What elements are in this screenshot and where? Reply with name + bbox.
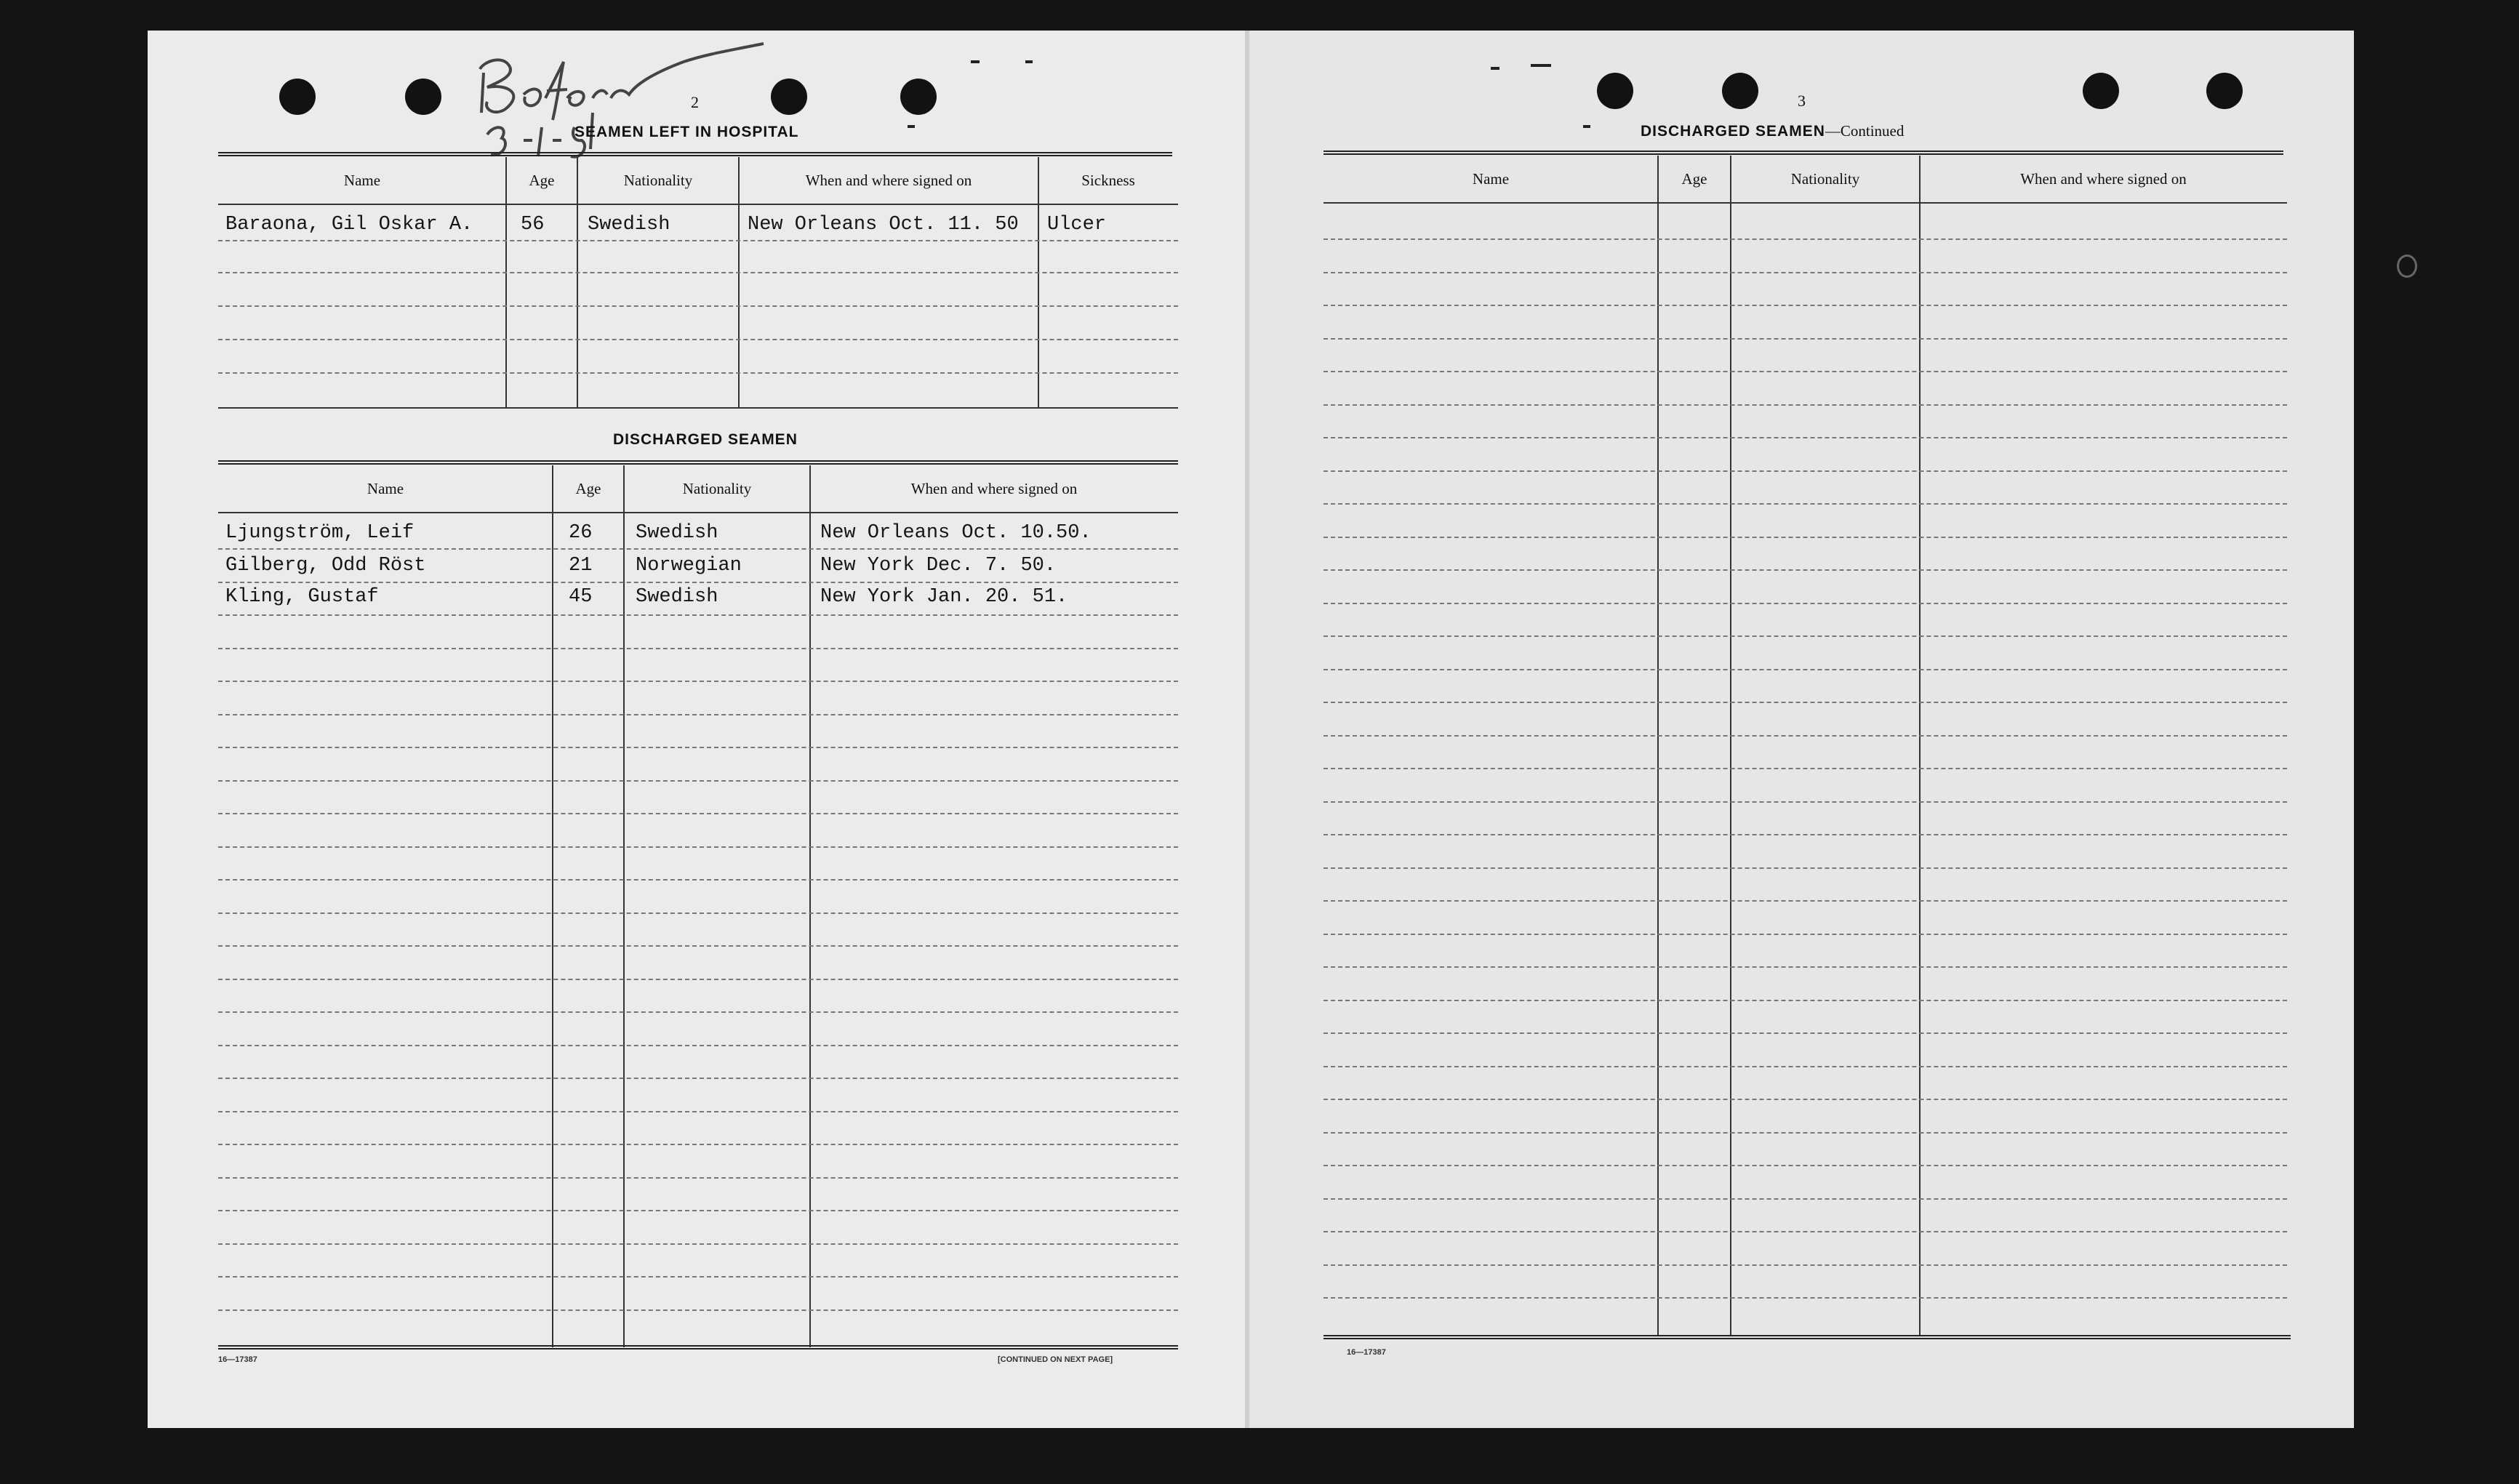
row-line: [218, 548, 1178, 550]
row-line: [218, 846, 1178, 848]
column-header-signed-on: When and where signed on: [805, 171, 972, 189]
ink-speck: [1025, 60, 1033, 63]
row-line: [218, 714, 1178, 715]
title-text: DISCHARGED SEAMEN: [1641, 123, 1825, 140]
discharged-row-name: Ljungström, Leif: [225, 522, 415, 544]
table-bottom-rule: [218, 407, 1178, 409]
discharged-row-nationality: Norwegian: [636, 555, 742, 577]
punch-hole: [405, 79, 441, 115]
row-line: [218, 780, 1178, 782]
row-line: [1323, 735, 2287, 737]
column-divider: [552, 465, 553, 1347]
row-line: [1323, 801, 2287, 803]
ink-speck: [1531, 64, 1551, 67]
row-line: [218, 979, 1178, 980]
discharged-row-age: 45: [569, 586, 593, 608]
column-divider: [809, 465, 811, 1347]
column-header-signed-on: When and where signed on: [910, 479, 1078, 497]
punch-hole: [900, 79, 937, 115]
row-line: [1323, 1198, 2287, 1200]
row-line: [1323, 238, 2287, 240]
row-line: [218, 681, 1178, 682]
row-line: [218, 1309, 1178, 1311]
row-line: [1323, 834, 2287, 835]
hospital-row-name: Baraona, Gil Oskar A.: [225, 214, 473, 236]
row-line: [218, 240, 1178, 241]
row-line: [218, 1011, 1178, 1013]
row-line: [218, 1111, 1178, 1112]
title-suffix: —Continued: [1825, 122, 1905, 140]
header-rule: [218, 204, 1178, 205]
row-line: [1323, 867, 2287, 869]
hospital-table: [218, 157, 1178, 409]
punch-hole: [279, 79, 316, 115]
discharged-continued-table: [1323, 156, 2287, 1335]
ink-speck: [908, 125, 915, 128]
row-line: [218, 1144, 1178, 1145]
column-header-signed-on: When and where signed on: [2020, 169, 2187, 188]
column-divider: [1730, 156, 1731, 1335]
punch-hole: [1597, 73, 1633, 109]
row-line: [1323, 1066, 2287, 1067]
row-line: [1323, 305, 2287, 306]
row-line: [218, 879, 1178, 881]
discharged-continued-title: [1641, 122, 1904, 140]
row-line: [218, 372, 1178, 374]
punch-hole: [2083, 73, 2119, 109]
column-divider: [623, 465, 625, 1347]
ink-speck: [1583, 125, 1590, 128]
row-line: [1323, 1099, 2287, 1100]
row-line: [1323, 603, 2287, 604]
column-divider: [738, 157, 740, 409]
punch-hole: [2206, 73, 2243, 109]
discharged-row-signed-on: New York Dec. 7. 50.: [820, 555, 1057, 577]
row-line: [1323, 537, 2287, 538]
row-line: [1323, 272, 2287, 273]
row-line: [1323, 569, 2287, 571]
column-divider: [1919, 156, 1921, 1335]
header-rule: [218, 512, 1178, 513]
column-divider: [1038, 157, 1039, 409]
punch-hole: [1722, 73, 1758, 109]
ink-speck: [1491, 67, 1499, 70]
row-line: [1323, 1165, 2287, 1166]
header-rule: [1323, 202, 2287, 204]
discharged-section-title: DISCHARGED SEAMEN: [613, 431, 798, 448]
column-header-age: Age: [1681, 169, 1707, 188]
row-line: [218, 1078, 1178, 1079]
handwritten-note: [465, 40, 771, 164]
row-line: [1323, 934, 2287, 935]
discharged-row-nationality: Swedish: [636, 522, 718, 544]
row-line: [218, 582, 1178, 583]
row-line: [1323, 768, 2287, 769]
row-line: [1323, 470, 2287, 472]
row-line: [1323, 1032, 2287, 1034]
page-number: 2: [691, 93, 699, 111]
column-header-sickness: Sickness: [1081, 171, 1135, 189]
discharged-row-name: Kling, Gustaf: [225, 586, 379, 608]
column-header-nationality: Nationality: [1790, 169, 1860, 188]
row-line: [218, 945, 1178, 947]
table-bottom-rule: [1323, 1335, 2291, 1339]
row-line: [218, 1243, 1178, 1245]
row-line: [1323, 1297, 2287, 1299]
punch-hole: [771, 79, 807, 115]
discharged-row-signed-on: New York Jan. 20. 51.: [820, 586, 1068, 608]
column-header-name: Name: [1472, 169, 1510, 188]
column-header-nationality: Nationality: [682, 479, 752, 497]
column-header-name: Name: [367, 479, 404, 497]
page-fold: [1245, 31, 1249, 1428]
section-rule: [218, 460, 1178, 465]
row-line: [1323, 900, 2287, 902]
column-header-nationality: Nationality: [623, 171, 693, 189]
row-line: [218, 1210, 1178, 1211]
column-divider: [577, 157, 578, 409]
row-line: [1323, 1132, 2287, 1134]
row-line: [218, 1276, 1178, 1278]
column-header-age: Age: [529, 171, 555, 189]
section-rule: [218, 152, 1172, 156]
row-line: [1323, 702, 2287, 703]
row-line: [218, 1177, 1178, 1179]
hospital-section-title: SEAMEN LEFT IN HOSPITAL: [574, 124, 799, 140]
row-line: [1323, 503, 2287, 505]
hospital-row-nationality: Swedish: [588, 214, 670, 236]
row-line: [218, 614, 1178, 616]
section-rule: [1323, 151, 2283, 155]
row-line: [1323, 1264, 2287, 1266]
row-line: [218, 272, 1178, 273]
form-number: 16—17387: [218, 1355, 257, 1364]
discharged-row-signed-on: New Orleans Oct. 10.50.: [820, 522, 1092, 544]
discharged-row-age: 26: [569, 522, 593, 544]
row-line: [1323, 338, 2287, 340]
row-line: [1323, 437, 2287, 438]
column-header-age: Age: [575, 479, 601, 497]
column-divider: [1657, 156, 1659, 1335]
row-line: [218, 813, 1178, 814]
page-number: 3: [1798, 92, 1806, 110]
discharged-table: [218, 465, 1178, 1349]
row-line: [218, 913, 1178, 914]
row-line: [1323, 404, 2287, 406]
form-number: 16—17387: [1347, 1348, 1386, 1357]
row-line: [218, 648, 1178, 649]
ink-speck: [971, 60, 980, 63]
row-line: [1323, 1000, 2287, 1001]
edge-smudge: [2397, 254, 2417, 278]
hospital-row-age: 56: [521, 214, 545, 236]
row-line: [1323, 966, 2287, 968]
table-bottom-rule: [218, 1345, 1178, 1349]
row-line: [1323, 371, 2287, 372]
column-header-name: Name: [343, 171, 381, 189]
hospital-row-sickness: Ulcer: [1047, 214, 1107, 236]
row-line: [218, 305, 1178, 307]
discharged-row-nationality: Swedish: [636, 586, 718, 608]
row-line: [218, 339, 1178, 340]
discharged-row-age: 21: [569, 555, 593, 577]
row-line: [1323, 669, 2287, 670]
continued-note: [CONTINUED ON NEXT PAGE]: [998, 1355, 1113, 1364]
row-line: [1323, 635, 2287, 637]
hospital-row-signed-on: New Orleans Oct. 11. 50: [748, 214, 1019, 236]
row-line: [1323, 1231, 2287, 1232]
discharged-row-name: Gilberg, Odd Röst: [225, 555, 426, 577]
column-divider: [505, 157, 507, 409]
row-line: [218, 1045, 1178, 1046]
row-line: [218, 747, 1178, 748]
